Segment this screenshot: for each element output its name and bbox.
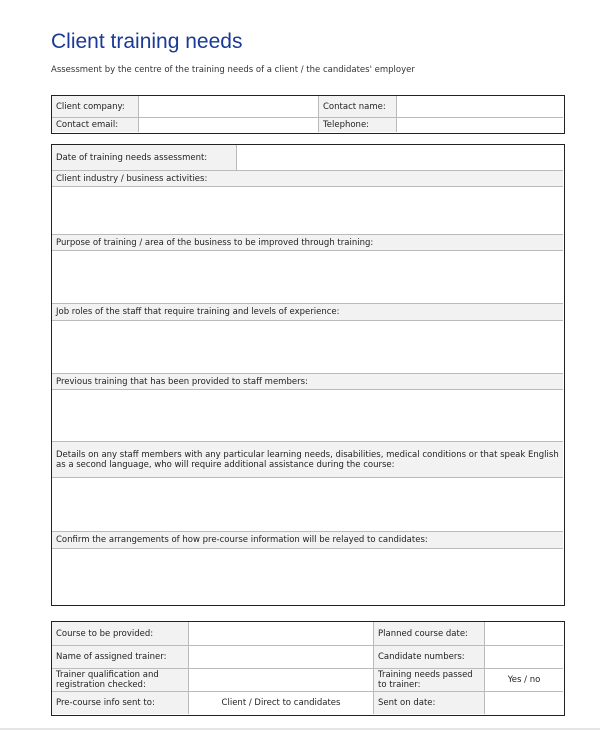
contact-email-label: Contact email: <box>52 118 139 132</box>
candidate-numbers-field[interactable] <box>485 646 563 669</box>
pre-course-arrangements-label: Confirm the arrangements of how pre-course information will be relayed to candidates: <box>52 532 563 549</box>
subtitle: Assessment by the centre of the training needs of a client / the candidates' employer <box>51 65 415 75</box>
trainer-label: Name of assigned trainer: <box>52 646 189 669</box>
needs-passed-field[interactable]: Yes / no <box>485 669 563 692</box>
assessment-table <box>51 144 565 606</box>
qualification-field[interactable] <box>189 669 374 692</box>
date-field[interactable] <box>237 145 563 171</box>
needs-passed-label: Training needs passed to trainer: <box>374 669 485 692</box>
contact-email-field[interactable] <box>139 118 319 132</box>
qualification-label: Trainer qualification and registration checked: <box>52 669 189 692</box>
pre-course-arrangements-field[interactable] <box>52 549 563 604</box>
contact-name-field[interactable] <box>397 96 563 118</box>
industry-field[interactable] <box>52 187 563 235</box>
learning-needs-field[interactable] <box>52 478 563 532</box>
sent-on-field[interactable] <box>485 692 563 714</box>
job-roles-field[interactable] <box>52 321 563 374</box>
course-table <box>51 621 565 716</box>
planned-date-label: Planned course date: <box>374 622 485 646</box>
contact-name-label: Contact name: <box>319 96 397 118</box>
trainer-field[interactable] <box>189 646 374 669</box>
purpose-label: Purpose of training / area of the business to be improved through training: <box>52 235 563 251</box>
client-company-field[interactable] <box>139 96 319 118</box>
info-sent-label: Pre-course info sent to: <box>52 692 189 714</box>
previous-training-label: Previous training that has been provided to staff members: <box>52 374 563 390</box>
planned-date-field[interactable] <box>485 622 563 646</box>
client-company-label: Client company: <box>52 96 139 118</box>
learning-needs-label: Details on any staff members with any particular learning needs, disabilities, medical conditions or that speak English as a second language, who will require additional assistance during the course: <box>52 442 563 478</box>
purpose-field[interactable] <box>52 251 563 304</box>
info-sent-field[interactable]: Client / Direct to candidates <box>189 692 374 714</box>
industry-label: Client industry / business activities: <box>52 171 563 187</box>
telephone-field[interactable] <box>397 118 563 132</box>
telephone-label: Telephone: <box>319 118 397 132</box>
client-table <box>51 95 565 134</box>
sent-on-label: Sent on date: <box>374 692 485 714</box>
candidate-numbers-label: Candidate numbers: <box>374 646 485 669</box>
course-label: Course to be provided: <box>52 622 189 646</box>
page-title: Client training needs <box>51 30 243 53</box>
date-label: Date of training needs assessment: <box>52 145 237 171</box>
course-field[interactable] <box>189 622 374 646</box>
job-roles-label: Job roles of the staff that require training and levels of experience: <box>52 304 563 321</box>
previous-training-field[interactable] <box>52 390 563 442</box>
